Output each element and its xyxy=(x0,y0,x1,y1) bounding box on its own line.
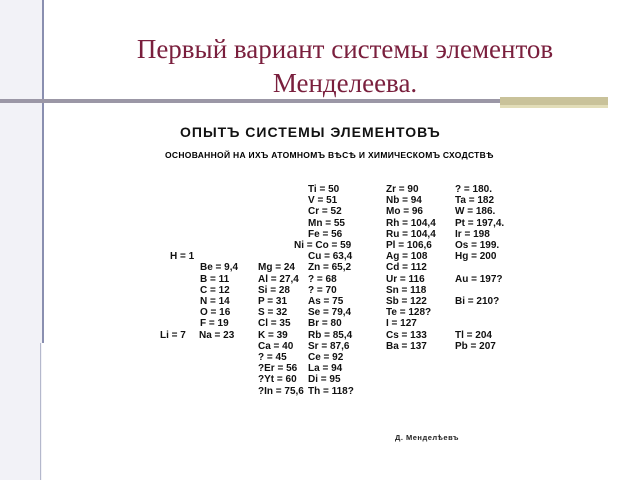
element-entry: Au = 197? xyxy=(455,273,503,285)
element-entry: ?Yt = 60 xyxy=(258,374,297,386)
document-subheading: ОСНОВАННОЙ НА ИХЪ АТОМНОМЪ ВѢСѢ И ХИМИЧЕСКОМЪ СХОДСТВѢ xyxy=(165,150,494,160)
element-entry: ?Er = 56 xyxy=(258,363,298,375)
element-entry: V = 51 xyxy=(308,195,338,207)
element-entry: Rb = 85,4 xyxy=(308,329,353,341)
document-heading: ОПЫТЪ СИСТЕМЫ ЭЛЕМЕНТОВЪ xyxy=(180,124,441,140)
element-entry: Br = 80 xyxy=(308,318,342,330)
slide-title-line2: Менделеева. xyxy=(272,68,418,98)
element-entry: Cu = 63,4 xyxy=(308,251,353,263)
element-entry: Os = 199. xyxy=(455,240,500,251)
element-entry: Ni = Co = 59 xyxy=(294,240,352,251)
element-entry: As = 75 xyxy=(308,296,344,307)
element-entry: C = 12 xyxy=(200,284,230,296)
element-entry: F = 19 xyxy=(200,318,229,330)
element-entry: Tl = 204 xyxy=(455,329,492,341)
element-entry: B = 11 xyxy=(200,273,230,285)
element-entry: Si = 28 xyxy=(258,284,290,296)
element-entry: Ta = 182 xyxy=(455,195,495,207)
element-entry: Rh = 104,4 xyxy=(386,217,436,229)
element-entry: Ce = 92 xyxy=(308,352,344,363)
element-entry: Al = 27,4 xyxy=(258,273,299,285)
element-entry: Sb = 122 xyxy=(386,296,427,307)
element-entry: Th = 118? xyxy=(308,385,354,397)
slide-left-bar xyxy=(0,0,42,480)
element-entry: Sn = 118 xyxy=(386,284,427,296)
element-entry: S = 32 xyxy=(258,307,288,319)
document-signature: Д. Менделѣевъ xyxy=(395,433,459,442)
element-entry: Pb = 207 xyxy=(455,340,496,352)
element-entry: Pt = 197,4. xyxy=(455,217,505,229)
element-entry: Cs = 133 xyxy=(386,329,427,341)
element-entry: Ag = 108 xyxy=(386,251,428,263)
slide-title-line1: Первый вариант системы элементов xyxy=(136,34,554,64)
element-entry: Se = 79,4 xyxy=(308,307,352,319)
element-entry: Sr = 87,6 xyxy=(308,340,350,352)
element-entry: K = 39 xyxy=(258,329,288,341)
element-entry: Mn = 55 xyxy=(308,217,345,229)
element-entry: Ur = 116 xyxy=(386,273,425,285)
element-entry: Ba = 137 xyxy=(386,340,427,352)
element-entry: Bi = 210? xyxy=(455,296,500,307)
element-entry: Zr = 90 xyxy=(386,184,419,195)
element-entry: Li = 7 xyxy=(160,329,186,341)
element-entry: N = 14 xyxy=(200,296,230,307)
element-entry: Fe = 56 xyxy=(308,228,343,240)
element-entry: ?In = 75,6 xyxy=(258,385,304,397)
element-entry: H = 1 xyxy=(170,251,195,263)
element-entry: Ru = 104,4 xyxy=(386,228,436,240)
element-entry: Te = 128? xyxy=(386,307,432,319)
element-entry: O = 16 xyxy=(200,307,231,319)
element-entry: Be = 9,4 xyxy=(200,262,239,274)
element-entry: La = 94 xyxy=(308,363,343,375)
element-entry: ? = 180. xyxy=(455,184,492,195)
element-entry: Cr = 52 xyxy=(308,206,342,218)
slide-title xyxy=(60,32,630,100)
element-entry: Mg = 24 xyxy=(258,262,295,274)
element-entry: P = 31 xyxy=(258,296,288,307)
title-underline-accent xyxy=(500,97,608,105)
element-entry: Mo = 96 xyxy=(386,206,423,218)
element-entry: ? = 45 xyxy=(258,352,287,363)
slide-left-divider xyxy=(42,0,44,343)
element-entry: Na = 23 xyxy=(199,329,235,341)
element-entry: Ir = 198 xyxy=(455,228,490,240)
element-entry: ? = 70 xyxy=(308,284,337,296)
element-entry: ? = 68 xyxy=(308,273,337,285)
element-entry: W = 186. xyxy=(455,206,496,218)
element-entry: Cd = 112 xyxy=(386,262,427,274)
slide-left-divider-lower xyxy=(40,343,41,480)
element-entry: Pl = 106,6 xyxy=(386,240,432,251)
element-entry: Ti = 50 xyxy=(308,184,340,195)
element-entry: Ca = 40 xyxy=(258,340,294,352)
element-entry: Cl = 35 xyxy=(258,318,291,330)
element-entry: Di = 95 xyxy=(308,374,341,386)
title-underline-accent-shadow xyxy=(500,105,608,108)
element-entry: Zn = 65,2 xyxy=(308,262,352,274)
element-entry: Nb = 94 xyxy=(386,195,422,207)
element-entry: Hg = 200 xyxy=(455,251,497,263)
element-entry: I = 127 xyxy=(386,318,417,330)
